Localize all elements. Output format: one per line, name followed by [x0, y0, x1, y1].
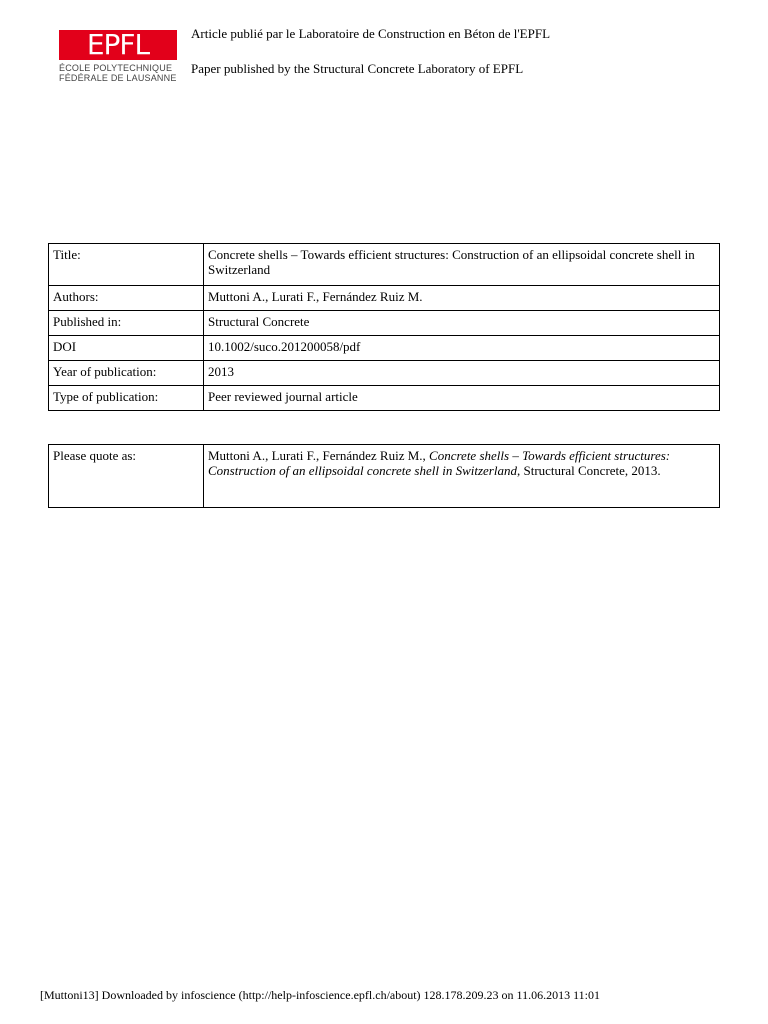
citation-value	[204, 445, 720, 508]
table-row	[49, 336, 720, 361]
logo-line-2: FÉDÉRALE DE LAUSANNE	[59, 73, 177, 83]
published-in-label: Published in:	[49, 311, 204, 336]
download-footer: [Muttoni13] Downloaded by infoscience (http://help-infoscience.epfl.ch/about) 128.178.209.23 on 11.06.2013 11:01	[40, 988, 600, 1002]
title-label: Title:	[49, 244, 204, 286]
publication-type-label: Type of publication:	[49, 386, 204, 411]
authors-value: Muttoni A., Lurati F., Fernández Ruiz M.	[204, 286, 720, 311]
table-row	[49, 311, 720, 336]
title-value: Concrete shells – Towards efficient structures: Construction of an ellipsoidal concrete shell in Switzerland	[204, 244, 720, 286]
header-english: Paper published by the Structural Concrete Laboratory of EPFL	[191, 61, 524, 76]
year-label: Year of publication:	[49, 361, 204, 386]
logo-line-1: ÉCOLE POLYTECHNIQUE	[59, 63, 173, 73]
authors-label: Authors:	[49, 286, 204, 311]
table-row	[49, 244, 720, 286]
citation-title: Concrete shells – Towards efficient structures: Construction of an ellipsoidal concrete shell in Switzerland	[208, 448, 671, 478]
citation-table	[48, 444, 720, 508]
table-row	[49, 361, 720, 386]
logo-wordmark: EPFL	[86, 28, 150, 61]
published-in-value: Structural Concrete	[204, 311, 720, 336]
publication-type-value: Peer reviewed journal article	[204, 386, 720, 411]
table-row	[49, 286, 720, 311]
table-row	[49, 386, 720, 411]
doi-label: DOI	[49, 336, 204, 361]
epfl-logo	[59, 30, 177, 82]
table-row	[49, 445, 720, 508]
year-value: 2013	[204, 361, 720, 386]
header-french: Article publié par le Laboratoire de Construction en Béton de l'EPFL	[191, 26, 551, 41]
citation-authors: Muttoni A., Lurati F., Fernández Ruiz M.,	[208, 448, 426, 463]
metadata-table	[48, 243, 720, 411]
citation-journal: , Structural Concrete, 2013.	[516, 463, 661, 478]
citation-label: Please quote as:	[49, 445, 204, 508]
doi-value[interactable]: 10.1002/suco.201200058/pdf	[204, 336, 720, 361]
